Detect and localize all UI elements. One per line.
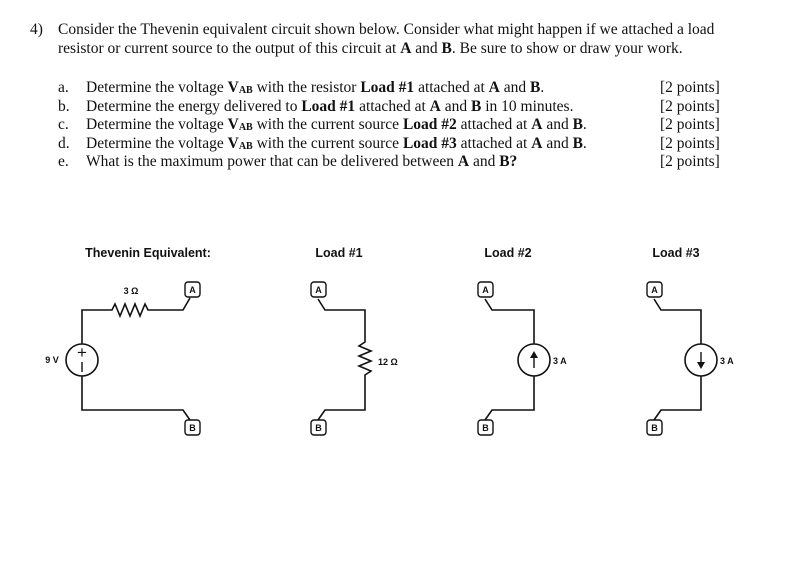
node-b-ref: B? xyxy=(499,153,518,171)
intro-line-2-a: resistor or current source to the output of this circuit at xyxy=(58,40,401,57)
thevenin-bottom-wire xyxy=(82,376,190,420)
part-text-segment: and xyxy=(499,79,530,96)
part-points: [2 points] xyxy=(660,79,720,96)
part-text-segment: with the current source xyxy=(252,134,403,152)
part-letter: d. xyxy=(58,134,70,152)
intro-and: and xyxy=(411,40,442,57)
part-text-segment: attached at xyxy=(456,134,532,152)
part-text-segment: attached at xyxy=(456,116,532,134)
part-text-segment: Determine the voltage xyxy=(86,116,228,134)
node-a-ref: A xyxy=(457,153,470,171)
load3-circuit xyxy=(647,246,734,435)
part-text-segment: Determine the voltage xyxy=(86,134,228,152)
part-text-segment: What is the maximum power that can be delivered between xyxy=(86,153,458,171)
intro-line-1: Consider the Thevenin equivalent circuit shown below. Consider what might happen if we attached a load xyxy=(58,21,715,38)
load1-circuit xyxy=(311,246,398,435)
load3-current-label: 3 A xyxy=(720,356,734,366)
part-text-segment: attached at xyxy=(355,97,430,115)
node-a-ref: A xyxy=(429,97,441,115)
load2-circuit xyxy=(478,246,567,435)
part-points: [2 points] xyxy=(660,116,720,134)
node-b-label: B xyxy=(189,423,196,433)
node-a-label: A xyxy=(189,285,196,295)
part-points: [2 points] xyxy=(660,134,720,152)
node-a-ref: A xyxy=(531,134,543,152)
part-letter: e. xyxy=(58,153,69,171)
node-b-ref: B xyxy=(470,97,482,115)
intro-node-a: A xyxy=(400,40,412,57)
load-ref: Load #2 xyxy=(402,116,457,134)
source-plus: + xyxy=(77,343,87,362)
part-letter: a. xyxy=(58,79,69,96)
load1-resistor-label: 12 Ω xyxy=(378,357,398,367)
part-letter: c. xyxy=(58,116,69,134)
intro-line-2-b: . Be sure to show or draw your work. xyxy=(451,40,683,57)
part-text-segment: and xyxy=(469,153,500,171)
node-a-ref: A xyxy=(488,79,500,96)
part-text-segment: . xyxy=(582,116,587,134)
node-b-ref: B xyxy=(529,79,541,96)
load-ref: Load #1 xyxy=(360,79,415,96)
source-label: 9 V xyxy=(45,355,59,365)
part-points: [2 points] xyxy=(660,153,720,171)
vab-v: V xyxy=(227,116,239,134)
part-text-segment: and xyxy=(542,116,573,134)
load2-title: Load #2 xyxy=(484,246,532,260)
load1-wire xyxy=(318,299,371,420)
thevenin-circuit xyxy=(45,246,211,435)
node-a-label: A xyxy=(651,285,658,295)
thevenin-title: Thevenin Equivalent: xyxy=(85,246,211,260)
part-text-segment: attached at xyxy=(414,79,489,96)
load3-title: Load #3 xyxy=(652,246,700,260)
load-ref: Load #3 xyxy=(402,134,457,152)
node-b-label: B xyxy=(482,423,489,433)
load1-title: Load #1 xyxy=(315,246,363,260)
node-a-label: A xyxy=(482,285,489,295)
intro-node-b: B xyxy=(441,40,452,57)
part-text-segment: Determine the voltage xyxy=(86,79,228,96)
vab-v: V xyxy=(227,134,239,152)
part-text-segment: Determine the energy delivered to xyxy=(86,97,302,115)
node-a-label: A xyxy=(315,285,322,295)
part-text-segment: with the current source xyxy=(252,116,403,134)
part-text-segment: . xyxy=(582,134,587,152)
part-text-segment: and xyxy=(542,134,573,152)
vab-sub: AB xyxy=(238,122,253,134)
thevenin-top-wire xyxy=(82,298,190,344)
vab-v: V xyxy=(227,79,239,96)
node-b-ref: B xyxy=(572,134,583,152)
vab-sub: AB xyxy=(238,85,253,96)
node-b-ref: B xyxy=(572,116,583,134)
vab-sub: AB xyxy=(238,140,253,152)
part-text-segment: with the resistor xyxy=(252,79,361,96)
load-ref: Load #1 xyxy=(301,97,356,115)
part-points: [2 points] xyxy=(660,97,720,115)
part-text-segment: . xyxy=(540,79,545,96)
question-number: 4) xyxy=(30,21,43,38)
node-b-label: B xyxy=(315,423,322,433)
part-text-segment: in 10 minutes. xyxy=(481,97,574,115)
load2-current-label: 3 A xyxy=(553,356,567,366)
thevenin-resistor-label: 3 Ω xyxy=(123,286,139,296)
part-text-segment: and xyxy=(440,97,471,115)
node-a-ref: A xyxy=(531,116,543,134)
node-b-label: B xyxy=(651,423,658,433)
part-letter: b. xyxy=(58,97,70,115)
